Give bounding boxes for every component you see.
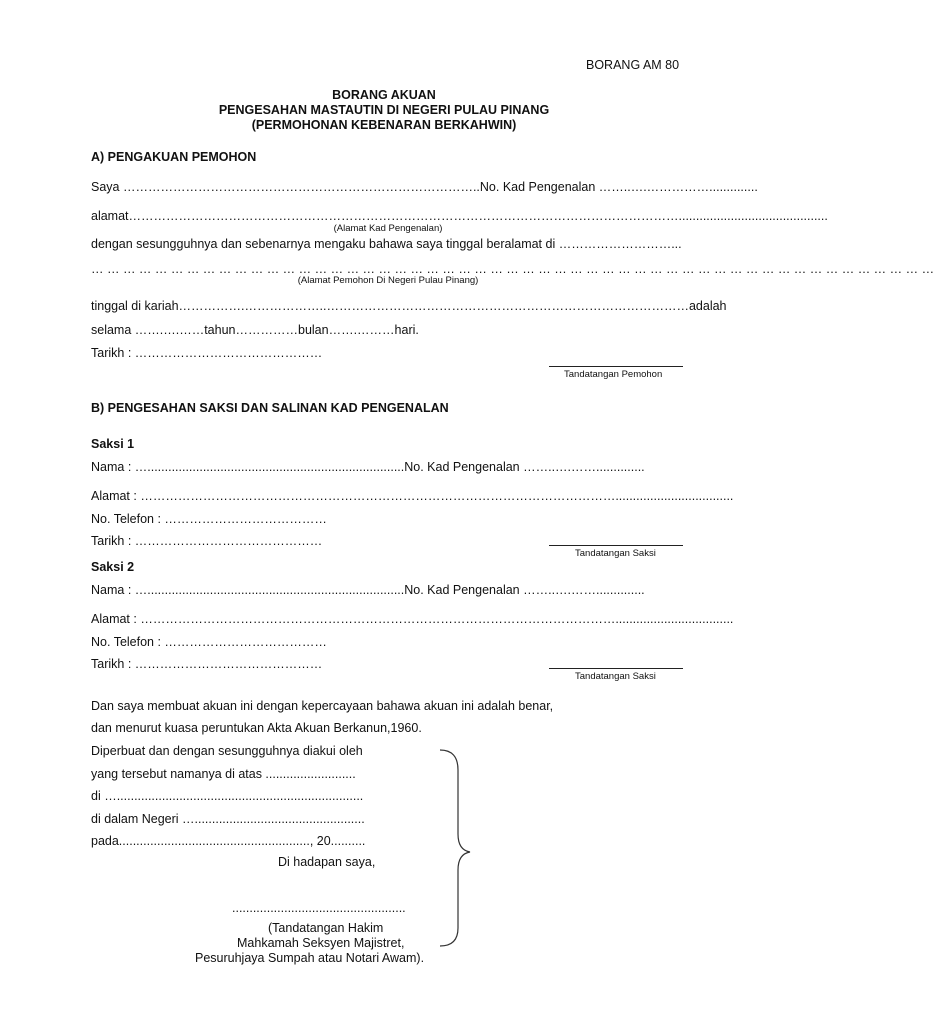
witness2-signature-caption: Tandatangan Saksi xyxy=(575,671,656,682)
applicant-signature-caption: Tandatangan Pemohon xyxy=(564,369,663,380)
witness2-signature-line[interactable] xyxy=(549,668,683,669)
witness2-label: Saksi 2 xyxy=(91,560,135,574)
witness1-phone-field[interactable]: No. Telefon : ………………………………… xyxy=(91,512,327,526)
duration-field[interactable]: selama …….….……tahun……………bulan…….………hari. xyxy=(91,323,419,337)
statutory-line-3: Diperbuat dan dengan sesungguhnya diakui oleh xyxy=(91,744,363,758)
statutory-line-2: dan menurut kuasa peruntukan Akta Akuan Berkanun,1960. xyxy=(91,721,422,735)
applicant-ic-address-field[interactable]: alamat……………………………………………………………………………………………………………………........................................... xyxy=(91,209,828,223)
witness2-phone-field[interactable]: No. Telefon : ………………………………… xyxy=(91,635,327,649)
section-a-heading: A) PENGAKUAN PEMOHON xyxy=(91,150,257,164)
statutory-line-1: Dan saya membuat akuan ini dengan kepercayaan bahawa akuan ini adalah benar, xyxy=(91,699,554,713)
form-title-line3: (PERMOHONAN KEBENARAN BERKAHWIN) xyxy=(251,118,517,132)
officer-signature-field[interactable]: .................................................. xyxy=(232,901,406,915)
witness1-signature-line[interactable] xyxy=(549,545,683,546)
declaration-date-field[interactable]: pada......................................................., 20.......... xyxy=(91,834,366,848)
witness2-name-id-field[interactable]: Nama : …..........................................................................No. Kad Pengenalan ……..….…….............. xyxy=(91,583,645,597)
residence-declaration-field[interactable]: dengan sesungguhnya dan sebenarnya mengaku bahawa saya tinggal beralamat di ………………………... xyxy=(91,237,682,251)
kariah-field[interactable]: tinggal di kariah…………….………………..……………………………………………………………………………adalah xyxy=(91,299,727,313)
witness2-address-field[interactable]: Alamat : …………………………………………………………………………………………………….................................. xyxy=(91,612,734,626)
officer-title-line-1: (Tandatangan Hakim xyxy=(268,921,384,935)
section-b-heading: B) PENGESAHAN SAKSI DAN SALINAN KAD PENGENALAN xyxy=(91,401,449,415)
declaration-state-field[interactable]: di dalam Negeri …................................................. xyxy=(91,812,365,826)
penang-address-caption: (Alamat Pemohon Di Negeri Pulau Pinang) xyxy=(297,275,479,286)
applicant-name-id-field[interactable]: Saya …………………………………………………………………………..No. Kad Pengenalan ……..….…………….............. xyxy=(91,180,758,194)
witness1-name-id-field[interactable]: Nama : …..........................................................................No. Kad Pengenalan ……..….…….............. xyxy=(91,460,645,474)
witness1-date-field[interactable]: Tarikh : ……………………………………… xyxy=(91,534,323,548)
officer-title-line-2: Mahkamah Seksyen Majistret, xyxy=(237,936,405,950)
ic-address-caption: (Alamat Kad Pengenalan) xyxy=(333,223,443,234)
right-brace-icon xyxy=(436,748,476,948)
witness1-signature-caption: Tandatangan Saksi xyxy=(575,548,656,559)
form-title-line1: BORANG AKUAN xyxy=(332,88,436,102)
witness1-address-field[interactable]: Alamat : …………………………………………………………………………………………………….................................. xyxy=(91,489,734,503)
form-code: BORANG AM 80 xyxy=(586,58,680,72)
applicant-date-field[interactable]: Tarikh : ……………………………………… xyxy=(91,346,323,360)
witness1-label: Saksi 1 xyxy=(91,437,135,451)
declarant-name-field[interactable]: yang tersebut namanya di atas .......................... xyxy=(91,767,356,781)
officer-title-line-3: Pesuruhjaya Sumpah atau Notari Awam). xyxy=(195,951,425,965)
applicant-signature-line[interactable] xyxy=(549,366,683,367)
declaration-place-field[interactable]: di …....................................................................... xyxy=(91,789,364,803)
witness2-date-field[interactable]: Tarikh : ……………………………………… xyxy=(91,657,323,671)
form-title-line2: PENGESAHAN MASTAUTIN DI NEGERI PULAU PINANG xyxy=(218,103,550,117)
penang-address-field[interactable]: … … … … … … … … … … … … … … … … … … … … … … … … … … … … … … … … … … … … … … … … … … … … … … … … … … … … … xyxy=(91,262,934,276)
before-me-label: Di hadapan saya, xyxy=(278,855,376,869)
